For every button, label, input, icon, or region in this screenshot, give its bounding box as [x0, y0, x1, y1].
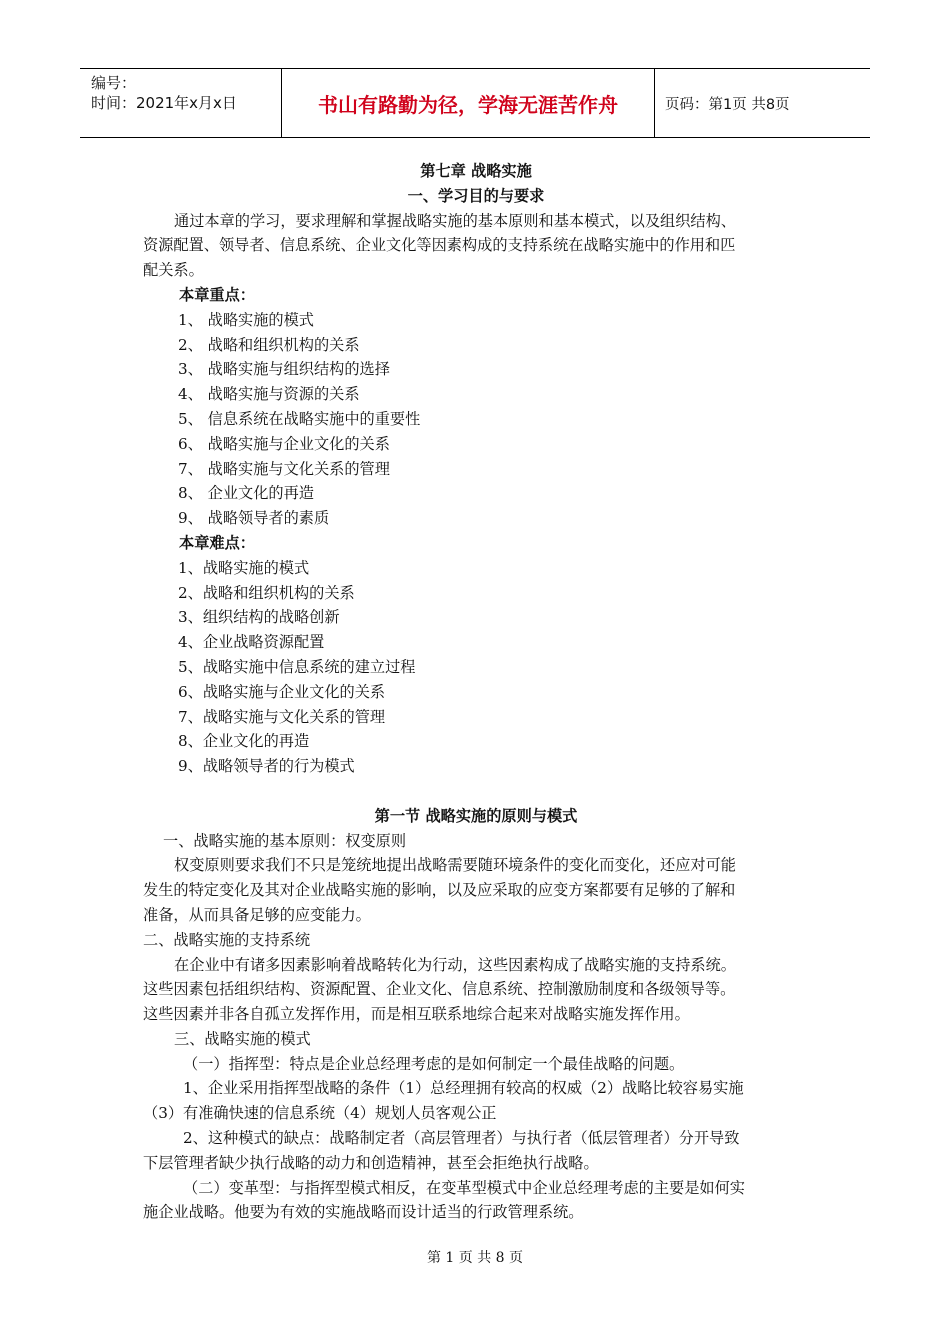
- intro-line: 配关系。: [143, 261, 204, 280]
- difficult-points-heading: 本章难点：: [179, 533, 255, 552]
- header-page-label: 页码：第1页 共8页: [665, 96, 790, 113]
- paragraph-line: 这些因素包括组织结构、资源配置、企业文化、信息系统、控制激励制度和各级领导等。: [143, 980, 736, 999]
- paragraph-line: 这些因素并非各自孤立发挥作用，而是相互联系地综合起来对战略实施发挥作用。: [143, 1005, 690, 1024]
- difficult-point-item: 5、战略实施中信息系统的建立过程: [178, 657, 416, 676]
- page-footer: 第 1 页 共 8 页: [426, 1250, 524, 1266]
- key-point-item: 6、 战略实施与企业文化的关系: [178, 434, 390, 453]
- difficult-point-item: 9、战略领导者的行为模式: [178, 757, 355, 776]
- document-body: [143, 159, 809, 1225]
- paragraph-line: 权变原则要求我们不只是笼统地提出战略需要随环境条件的变化而变化，还应对可能: [174, 856, 736, 875]
- paragraph-line: 在企业中有诸多因素影响着战略转化为行动，这些因素构成了战略实施的支持系统。: [174, 955, 736, 974]
- intro-line: 资源配置、领导者、信息系统、企业文化等因素构成的支持系统在战略实施中的作用和匹: [143, 236, 736, 255]
- paragraph-line: 2、这种模式的缺点：战略制定者（高层管理者）与执行者（低层管理者）分开导致: [183, 1129, 740, 1148]
- key-point-item: 2、 战略和组织机构的关系: [178, 335, 360, 354]
- paragraph-line: （一）指挥型：特点是企业总经理考虑的是如何制定一个最佳战略的问题。: [183, 1054, 685, 1073]
- key-point-item: 9、 战略领导者的素质: [178, 509, 330, 528]
- subsection-heading: 二、战略实施的支持系统: [143, 930, 311, 949]
- header-meta: [80, 69, 280, 137]
- spacer: [143, 779, 809, 804]
- paragraph-line: （3）有准确快速的信息系统（4）规划人员客观公正: [143, 1104, 497, 1123]
- difficult-point-item: 4、企业战略资源配置: [178, 633, 325, 652]
- key-point-item: 5、 信息系统在战略实施中的重要性: [178, 409, 421, 428]
- difficult-point-item: 7、战略实施与文化关系的管理: [178, 707, 386, 726]
- paragraph-line: 1、企业采用指挥型战略的条件（1）总经理拥有较高的权威（2）战略比较容易实施: [183, 1079, 744, 1098]
- key-point-item: 4、 战略实施与资源的关系: [178, 385, 360, 404]
- paragraph-line: 发生的特定变化及其对企业战略实施的影响，以及应采取的应变方案都要有足够的了解和: [143, 881, 736, 900]
- subsection-heading: 三、战略实施的模式: [174, 1029, 311, 1048]
- section-heading-goals: 一、学习目的与要求: [407, 186, 545, 205]
- page-header: [80, 68, 870, 138]
- header-motto: 书山有路勤为径，学海无涯苦作舟: [281, 69, 655, 137]
- paragraph-line: （二）变革型：与指挥型模式相反，在变革型模式中企业总经理考虑的主要是如何实: [183, 1178, 745, 1197]
- key-point-item: 7、 战略实施与文化关系的管理: [178, 459, 390, 478]
- difficult-point-item: 2、战略和组织机构的关系: [178, 583, 355, 602]
- key-points-heading: 本章重点：: [179, 285, 255, 304]
- key-point-item: 1、 战略实施的模式: [178, 310, 314, 329]
- chapter-title: 第七章 战略实施: [420, 162, 532, 180]
- section-title: 第一节 战略实施的原则与模式: [374, 806, 578, 825]
- difficult-point-item: 3、组织结构的战略创新: [178, 608, 340, 627]
- subsection-heading: 一、战略实施的基本原则：权变原则: [163, 831, 406, 850]
- document-number-label: 编号：: [91, 74, 137, 92]
- paragraph-line: 下层管理者缺少执行战略的动力和创造精神，甚至会拒绝执行战略。: [143, 1153, 599, 1172]
- difficult-point-item: 1、战略实施的模式: [178, 558, 310, 577]
- key-point-item: 3、 战略实施与组织结构的选择: [178, 360, 390, 379]
- difficult-point-item: 6、战略实施与企业文化的关系: [178, 682, 386, 701]
- document-date-label: 时间：2021年x月x日: [91, 94, 237, 112]
- intro-line: 通过本章的学习，要求理解和掌握战略实施的基本原则和基本模式，以及组织结构、: [174, 211, 736, 230]
- key-point-item: 8、 企业文化的再造: [178, 484, 314, 503]
- difficult-point-item: 8、企业文化的再造: [178, 732, 310, 751]
- header-page-info: [655, 69, 870, 137]
- paragraph-line: 施企业战略。他要为有效的实施战略而设计适当的行政管理系统。: [143, 1203, 584, 1222]
- paragraph-line: 准备，从而具备足够的应变能力。: [143, 905, 371, 924]
